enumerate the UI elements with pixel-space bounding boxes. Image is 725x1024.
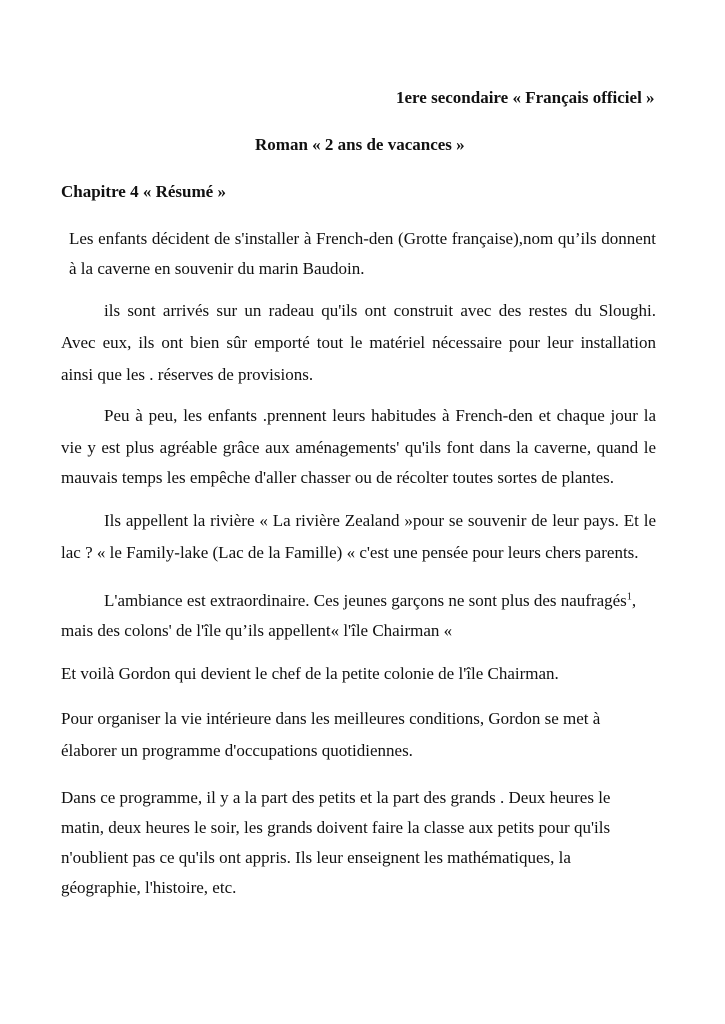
class-title: 1ere secondaire « Français officiel » bbox=[396, 88, 655, 107]
paragraph-3-line-1: Peu à peu, les enfants .prennent leurs habitudes à French-den et chaque jour la bbox=[104, 406, 656, 425]
chapter-title: Chapitre 4 « Résumé » bbox=[61, 182, 226, 201]
paragraph-5-line-1 bbox=[104, 591, 636, 611]
paragraph-3-line-3: mauvais temps les empêche d'aller chasser ou de récolter toutes sortes de plantes. bbox=[61, 468, 615, 487]
paragraph-3-line-2: vie y est plus agréable grâce aux aménagements' qu'ils font dans la caverne, quand le bbox=[61, 438, 656, 457]
paragraph-7-line-2: élaborer un programme d'occupations quotidiennes. bbox=[61, 741, 413, 760]
paragraph-6-line-1: Et voilà Gordon qui devient le chef de la petite colonie de l'île Chairman. bbox=[61, 664, 559, 683]
footnote-mark: 1 bbox=[626, 591, 632, 603]
novel-title: Roman « 2 ans de vacances » bbox=[255, 135, 465, 154]
paragraph-1-line-1: Les enfants décident de s'installer à French-den (Grotte française),nom qu’ils donnent bbox=[69, 229, 656, 248]
paragraph-8-line-3: n'oublient pas ce qu'ils ont appris. Ils leur enseignent les mathématiques, la bbox=[61, 848, 571, 867]
paragraph-2-line-3: ainsi que les . réserves de provisions. bbox=[61, 365, 314, 384]
paragraph-2-line-1: ils sont arrivés sur un radeau qu'ils ont construit avec des restes du Sloughi. bbox=[104, 301, 656, 320]
paragraph-5-comma: , bbox=[631, 591, 637, 610]
paragraph-5-line-2: mais des colons' de l'île qu’ils appellent« l'île Chairman « bbox=[61, 621, 453, 640]
paragraph-2-line-2: Avec eux, ils ont bien sûr emporté tout le matériel nécessaire pour leur installation bbox=[61, 333, 656, 352]
paragraph-5-text: L'ambiance est extraordinaire. Ces jeunes garçons ne sont plus des naufragés bbox=[104, 591, 627, 610]
paragraph-8-line-2: matin, deux heures le soir, les grands doivent faire la classe aux petits pour qu'ils bbox=[61, 818, 611, 837]
paragraph-1-line-2: à la caverne en souvenir du marin Baudoin. bbox=[69, 259, 365, 278]
paragraph-4-line-2: lac ? « le Family-lake (Lac de la Famille) « c'est une pensée pour leurs chers parents. bbox=[61, 543, 639, 562]
paragraph-8-line-1: Dans ce programme, il y a la part des petits et la part des grands . Deux heures le bbox=[61, 788, 611, 807]
paragraph-8-line-4: géographie, l'histoire, etc. bbox=[61, 878, 237, 897]
paragraph-7-line-1: Pour organiser la vie intérieure dans les meilleures conditions, Gordon se met à bbox=[61, 709, 601, 728]
paragraph-4-line-1: Ils appellent la rivière « La rivière Zealand »pour se souvenir de leur pays. Et le bbox=[104, 511, 656, 530]
